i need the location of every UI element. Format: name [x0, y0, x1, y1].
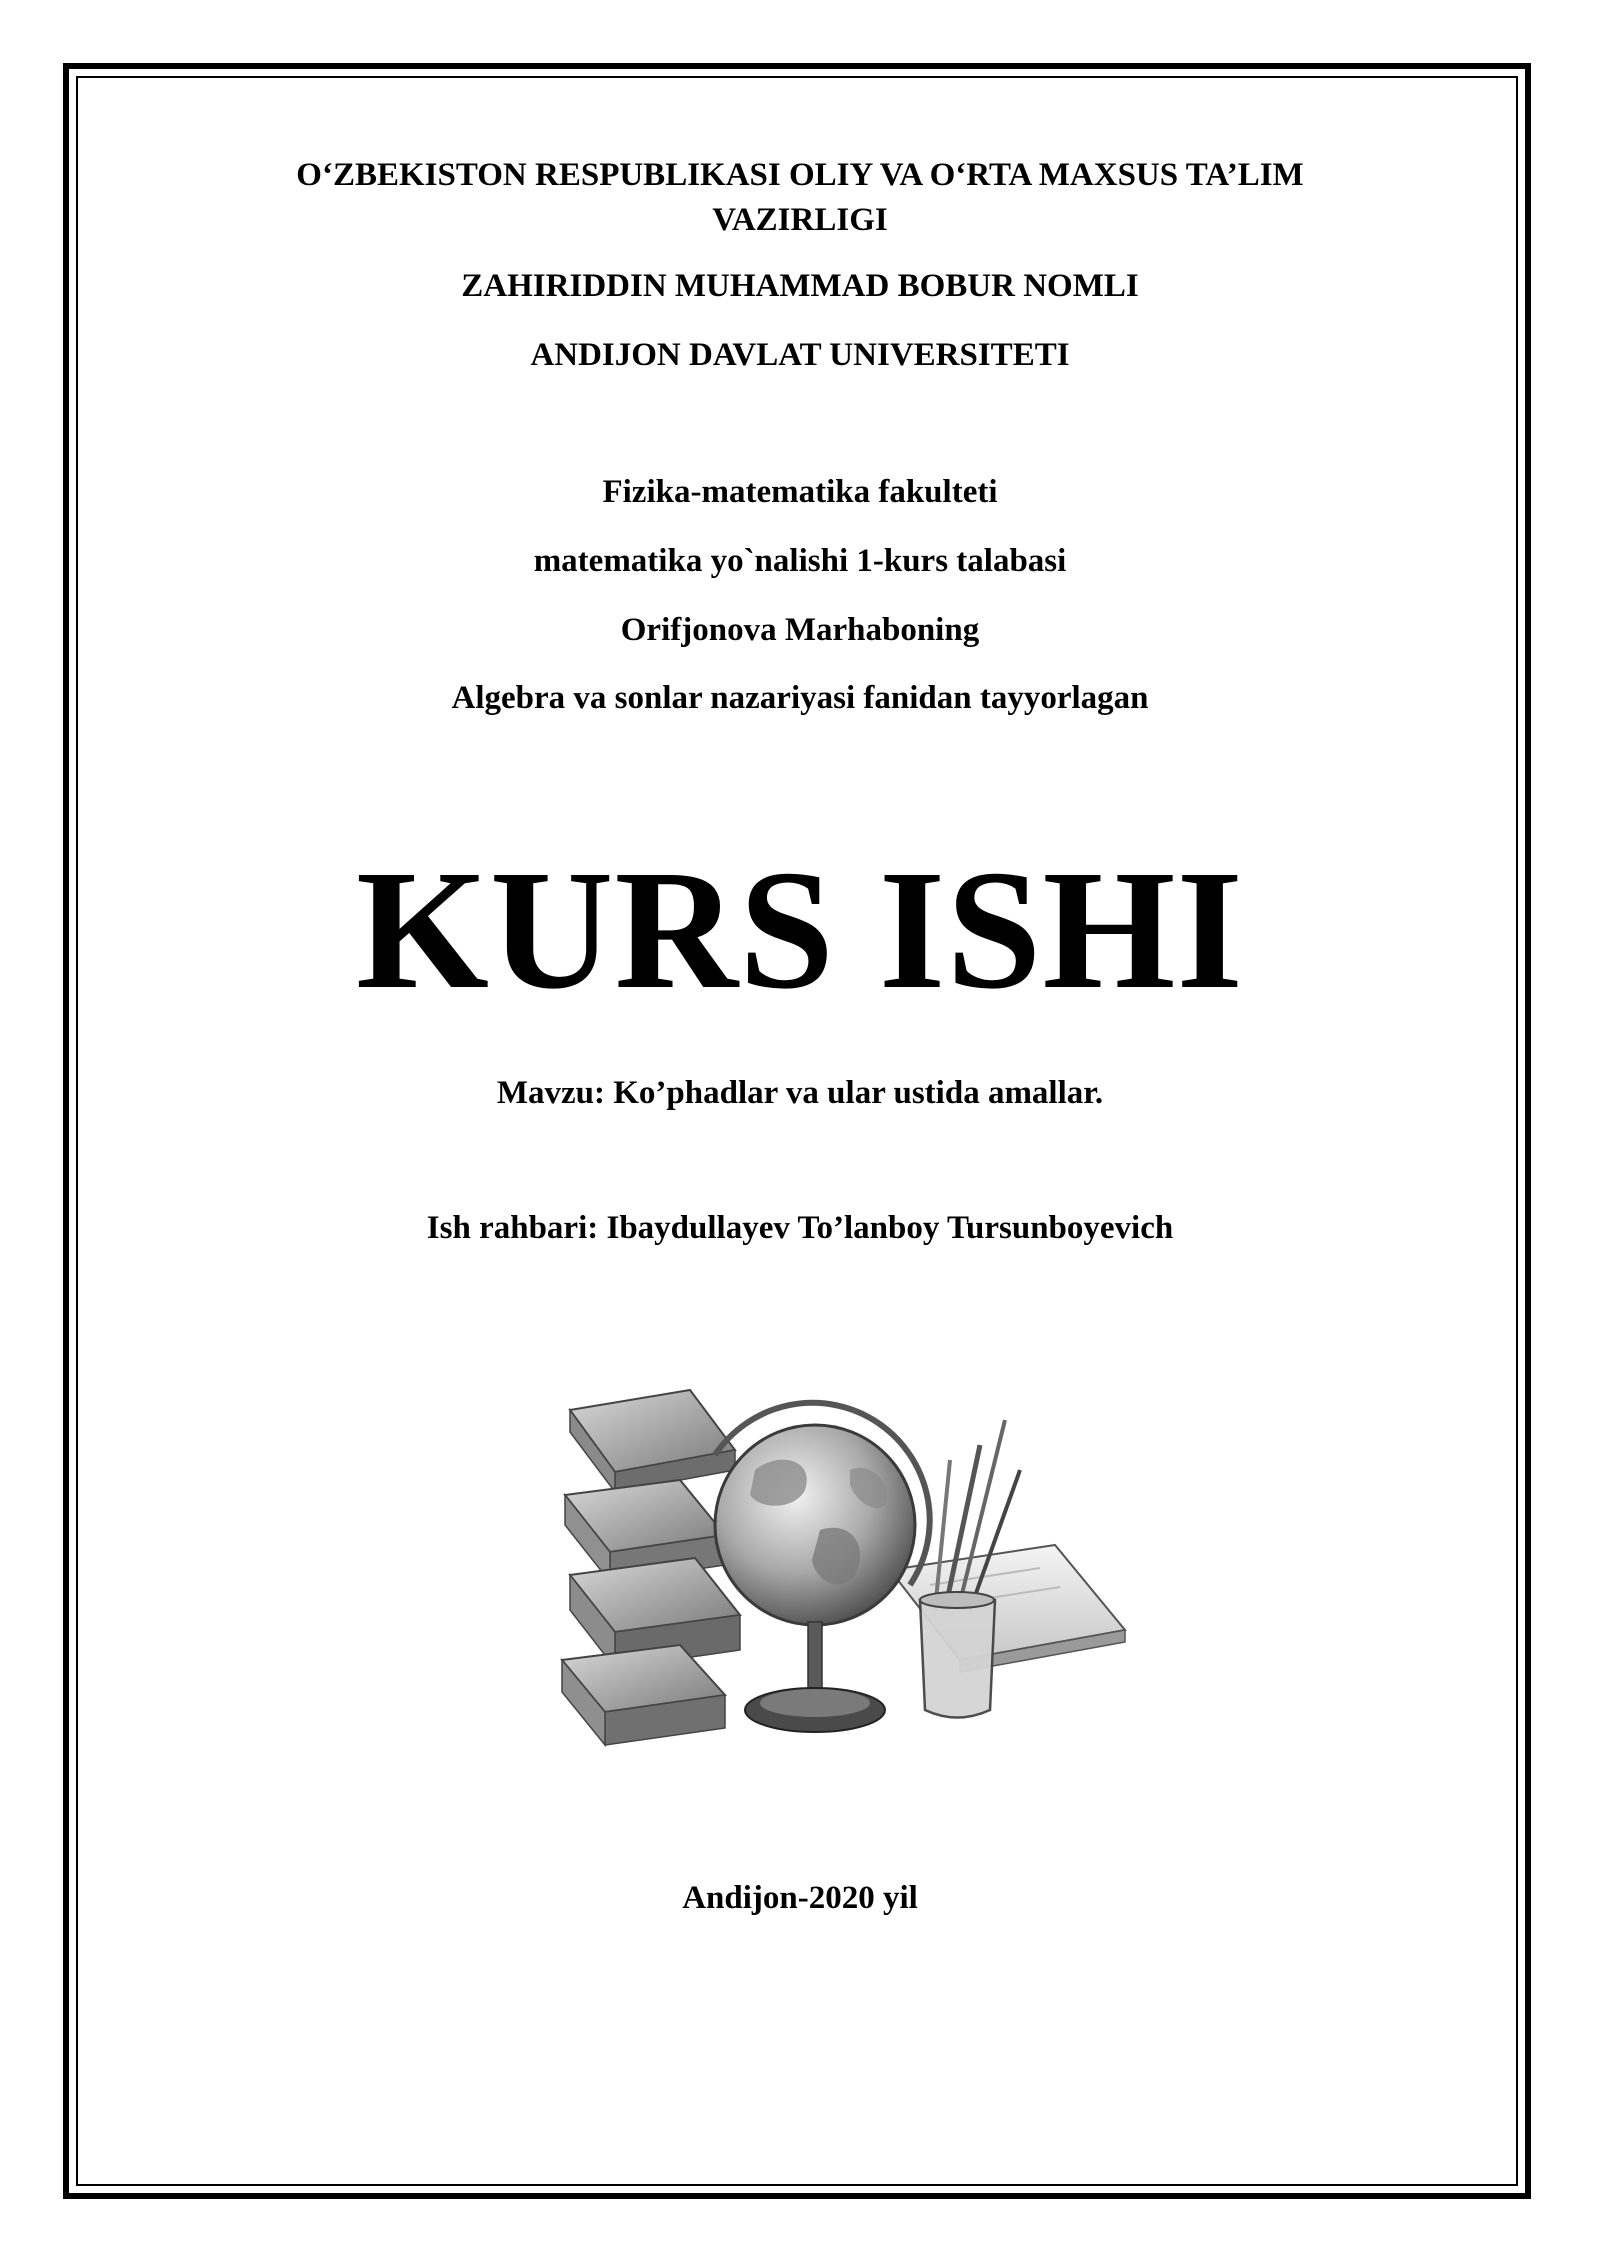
- place-year-label: Andijon-2020 yil: [682, 1880, 918, 1916]
- student-name: Orifjonova Marhaboning: [620, 612, 980, 648]
- book-stack-icon: [562, 1390, 740, 1745]
- direction-label: matematika yo`nalishi 1-kurs talabasi: [533, 543, 1067, 579]
- ministry-heading: O‘ZBEKISTON RESPUBLIKASI OLIY VA O‘RTA MAXSUS TA’LIM VAZIRLIGI: [296, 157, 1304, 238]
- document-title: KURS ISHI: [355, 835, 1245, 1024]
- supervisor-label: Ish rahbari: Ibaydullayev To’lanboy Tursunboyevich: [426, 1210, 1174, 1246]
- books-globe-illustration-icon: [550, 1360, 1140, 1800]
- faculty-label: Fizika-matematika fakulteti: [602, 474, 998, 510]
- globe-icon: [715, 1403, 930, 1732]
- university-heading-line2: ANDIJON DAVLAT UNIVERSITETI: [530, 337, 1070, 373]
- subject-label: Algebra va sonlar nazariyasi fanidan tayyorlagan: [451, 680, 1149, 716]
- university-heading-line1: ZAHIRIDDIN MUHAMMAD BOBUR NOMLI: [461, 268, 1139, 304]
- topic-label: Mavzu: Ko’phadlar va ular ustida amallar.: [496, 1075, 1104, 1111]
- page-border-inner: [76, 76, 1518, 2186]
